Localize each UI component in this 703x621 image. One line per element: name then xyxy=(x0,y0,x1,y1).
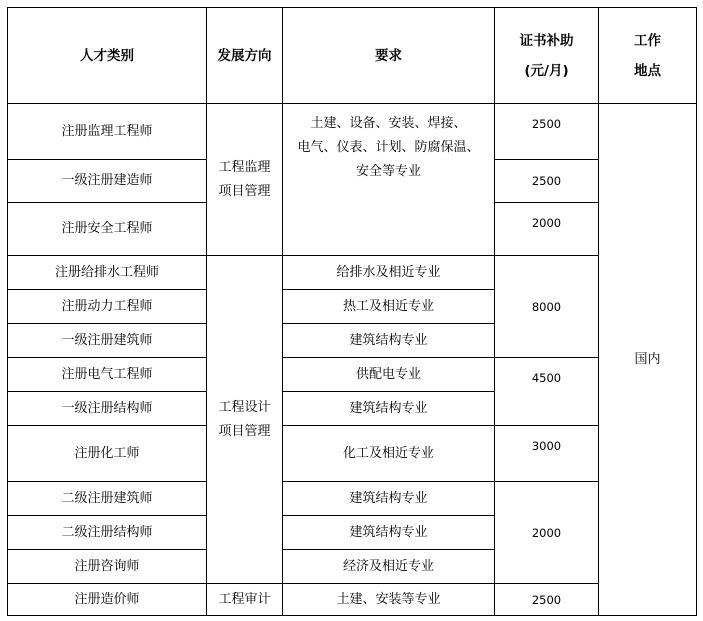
requirement-cell: 热工及相近专业 xyxy=(283,290,495,324)
requirement-cell: 供配电专业 xyxy=(283,358,495,392)
subsidy-cell: 2500 xyxy=(495,160,599,203)
subsidy-cell: 3000 xyxy=(495,426,599,482)
category-cell: 二级注册结构师 xyxy=(8,516,207,550)
header-location-line2: 地点 xyxy=(634,62,661,79)
category-cell: 二级注册建筑师 xyxy=(8,482,207,516)
category-cell: 注册监理工程师 xyxy=(8,104,207,160)
requirement-cell: 建筑结构专业 xyxy=(283,392,495,426)
direction-line: 项目管理 xyxy=(218,423,271,439)
category-cell: 注册电气工程师 xyxy=(8,358,207,392)
direction-cell xyxy=(207,104,283,256)
header-subsidy-line2: (元/月) xyxy=(524,62,569,79)
category-cell: 注册造价师 xyxy=(8,584,207,616)
direction-line: 工程设计 xyxy=(218,399,271,415)
subsidy-cell: 2000 xyxy=(495,482,599,584)
table-row xyxy=(8,482,697,516)
requirement-cell: 建筑结构专业 xyxy=(283,324,495,358)
category-cell: 注册给排水工程师 xyxy=(8,256,207,290)
header-requirement: 要求 xyxy=(283,8,495,104)
requirement-cell xyxy=(283,104,495,256)
subsidy-cell: 2500 xyxy=(495,104,599,160)
table-row xyxy=(8,584,697,616)
category-cell: 注册动力工程师 xyxy=(8,290,207,324)
header-direction: 发展方向 xyxy=(207,8,283,104)
table-row xyxy=(8,426,697,482)
requirement-line: 土建、设备、安装、焊接、 xyxy=(310,116,467,131)
requirement-cell: 土建、安装等专业 xyxy=(283,584,495,616)
category-cell: 一级注册建筑师 xyxy=(8,324,207,358)
requirement-cell: 建筑结构专业 xyxy=(283,482,495,516)
location-cell: 国内 xyxy=(599,104,697,616)
requirement-cell: 给排水及相近专业 xyxy=(283,256,495,290)
header-location xyxy=(599,8,697,104)
category-cell: 注册咨询师 xyxy=(8,550,207,584)
category-cell: 注册化工师 xyxy=(8,426,207,482)
subsidy-cell: 2000 xyxy=(495,203,599,256)
subsidy-cell: 4500 xyxy=(495,358,599,426)
direction-line: 工程监理 xyxy=(218,159,271,175)
table-row xyxy=(8,104,697,160)
subsidy-cell: 2500 xyxy=(495,584,599,616)
header-location-line1: 工作 xyxy=(634,32,661,49)
category-cell: 注册安全工程师 xyxy=(8,203,207,256)
direction-line: 项目管理 xyxy=(218,183,271,199)
category-cell: 一级注册建造师 xyxy=(8,160,207,203)
requirement-cell: 经济及相近专业 xyxy=(283,550,495,584)
direction-cell xyxy=(207,256,283,584)
header-row xyxy=(8,8,697,104)
talent-subsidy-table xyxy=(7,7,697,616)
requirement-cell: 化工及相近专业 xyxy=(283,426,495,482)
header-subsidy-line1: 证书补助 xyxy=(519,32,574,49)
requirement-line: 安全等专业 xyxy=(355,164,421,179)
requirement-cell: 建筑结构专业 xyxy=(283,516,495,550)
table-row xyxy=(8,358,697,392)
direction-cell: 工程审计 xyxy=(207,584,283,616)
subsidy-cell: 8000 xyxy=(495,256,599,358)
category-cell: 一级注册结构师 xyxy=(8,392,207,426)
table-row xyxy=(8,256,697,290)
header-category: 人才类别 xyxy=(8,8,207,104)
requirement-line: 电气、仪表、计划、防腐保温、 xyxy=(297,140,480,155)
header-subsidy xyxy=(495,8,599,104)
